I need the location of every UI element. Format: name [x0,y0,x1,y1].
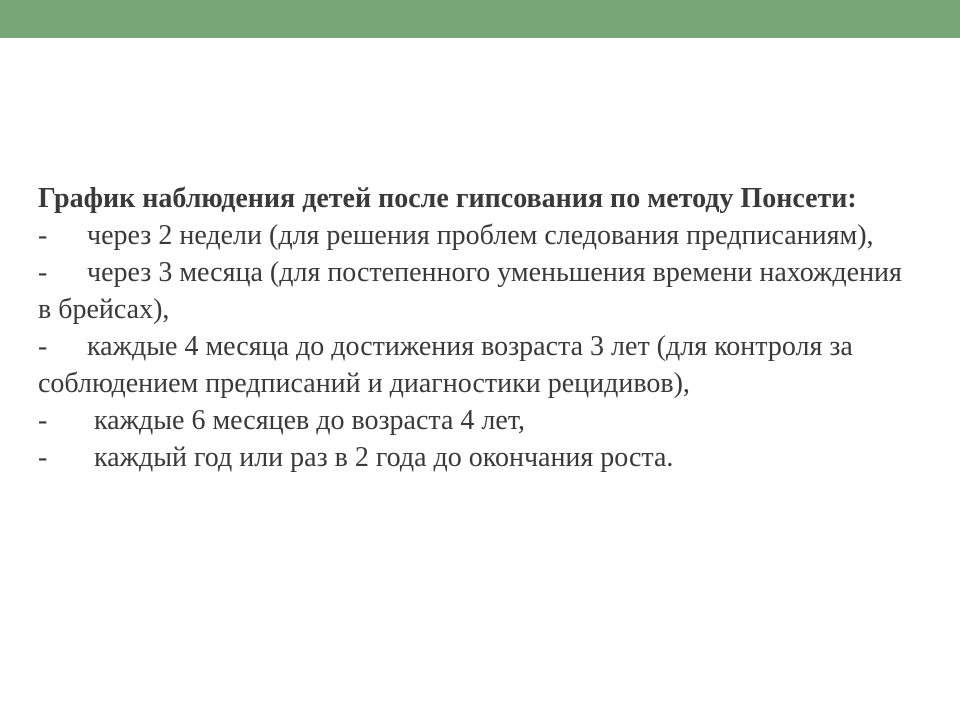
list-item-text: каждый год или раз в 2 года до окончания роста. [87,442,674,473]
list-item [38,439,918,476]
list-item [38,254,918,328]
slide-body [38,180,918,476]
list-item-text: через 3 месяца (для постепенного уменьшения времени нахождения в брейсах), [38,257,902,325]
bullet-dash: - [38,442,48,473]
list-item-text: через 2 недели (для решения проблем следования предписаниям), [87,220,874,251]
bullet-dash: - [38,331,48,362]
list-item [38,402,918,439]
list-item [38,217,918,254]
list-item [38,328,918,402]
list-item-text: каждые 6 месяцев до возраста 4 лет, [87,405,525,436]
slide-title: График наблюдения детей после гипсования по методу Понсети: [38,183,857,214]
bullet-dash: - [38,257,48,288]
header-bar [0,0,960,38]
bullet-dash: - [38,220,48,251]
bullet-dash: - [38,405,48,436]
list-item-text: каждые 4 месяца до достижения возраста 3 лет (для контроля за соблюдением предписаний и диагностики рецидивов), [38,331,853,399]
